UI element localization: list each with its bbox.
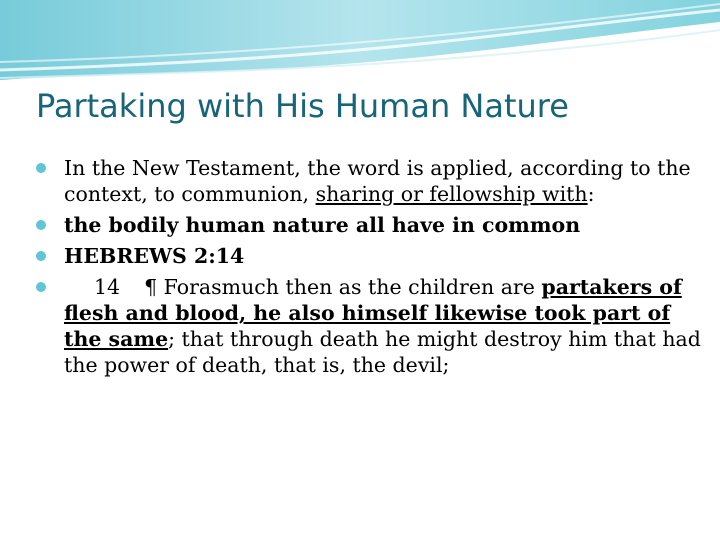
bullet-item [18,155,708,207]
bullet-dot-icon [36,163,46,173]
bullet-item [18,243,708,269]
bullet-dot-icon [36,251,46,261]
underlined-text: sharing or fellowship with [315,182,588,206]
bullet-item [18,274,708,378]
slide-title: Partaking with His Human Nature [36,87,569,125]
underlined-text: partakers of flesh and blood, he also himself likewise took part of the same [64,275,682,351]
verse-text-end: ; that through death he might destroy him that had the power of death, that is, the devil; [64,327,701,377]
bullet-item [18,212,708,238]
bullet-dot-icon [36,220,46,230]
pilcrow-icon: ¶ [144,275,158,299]
bullet-list [18,155,708,383]
verse-text: Forasmuch then as the children are [163,275,542,299]
bullet-text-end: : [587,182,595,206]
decorative-wave-banner [0,0,720,90]
bullet-text: In the New Testament, the word is applied, according to the context, to communion, [64,156,691,206]
verse-number: 14 [94,275,121,299]
bullet-dot-icon [36,282,46,292]
bullet-text: the bodily human nature all have in common [64,213,581,237]
bullet-text: HEBREWS 2:14 [64,244,245,268]
